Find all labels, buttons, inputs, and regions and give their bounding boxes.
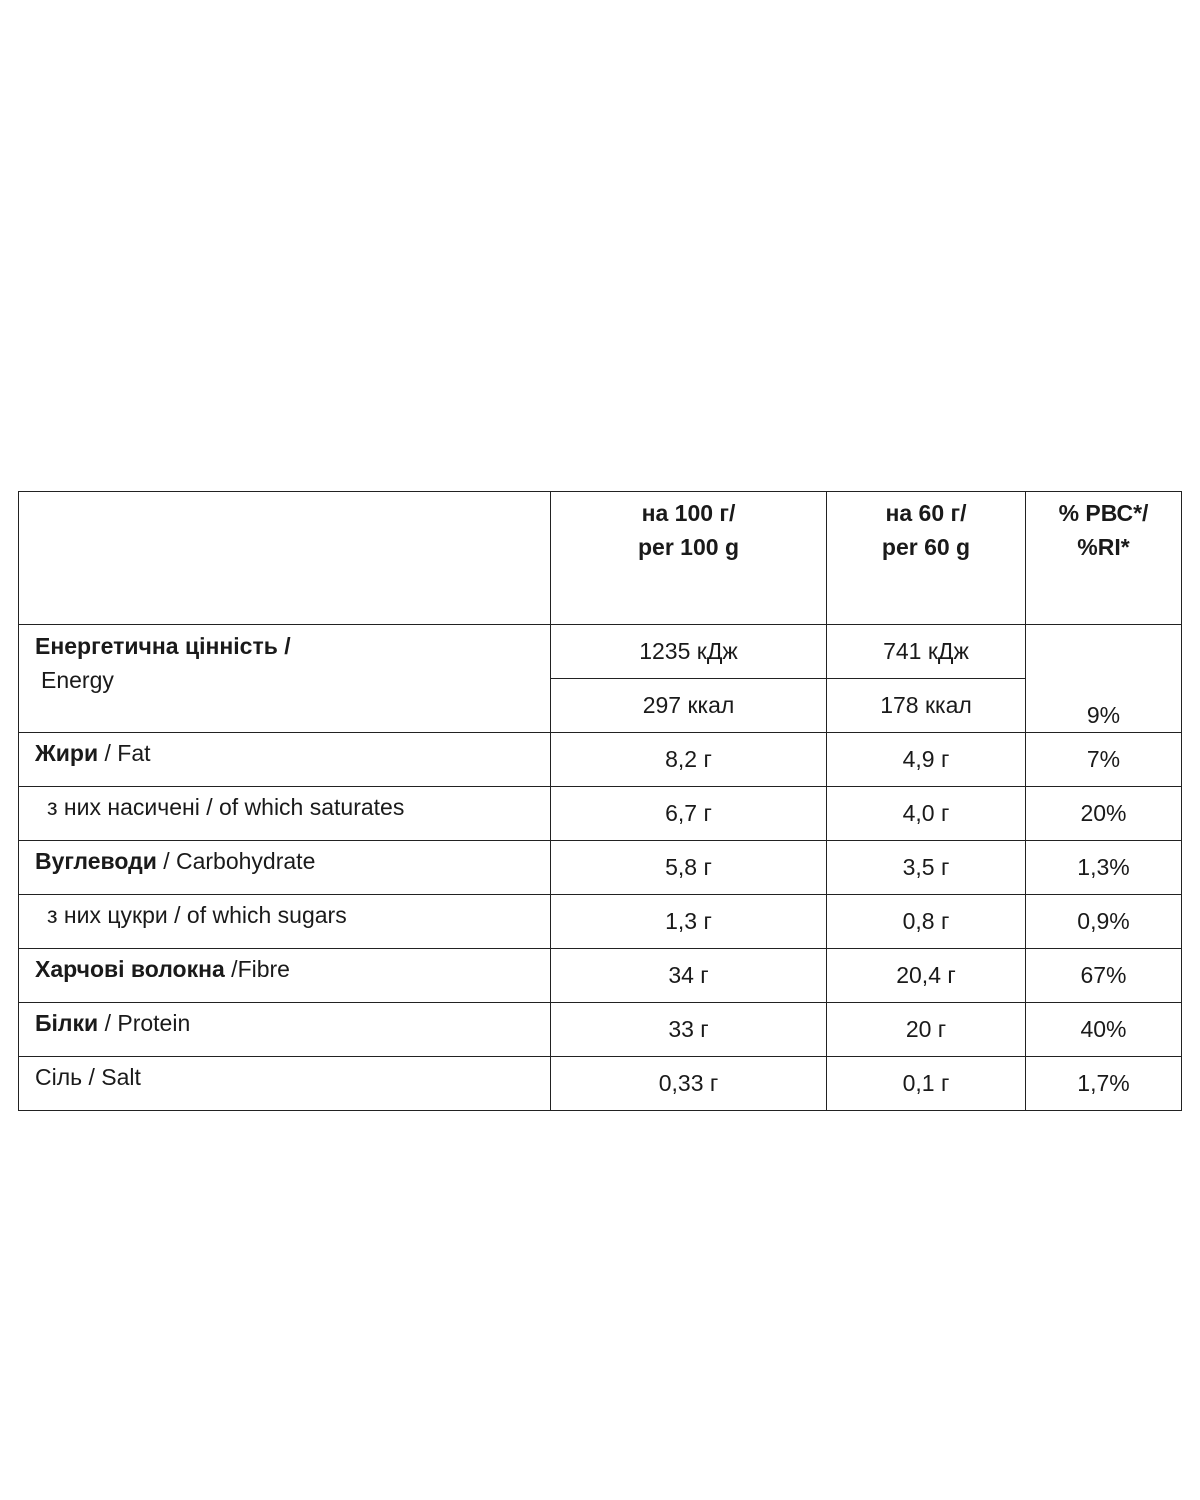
row-label-rest: /Fibre	[224, 956, 290, 982]
header-per100-line1: на 100 г/	[641, 500, 736, 526]
row-per60: 0,8 г	[827, 895, 1026, 949]
row-label-rest: з них насичені / of which saturates	[47, 794, 405, 820]
header-per100-line2: per 100 g	[638, 534, 739, 560]
row-per100: 34 г	[551, 949, 827, 1003]
row-label-rest: / Fat	[98, 740, 151, 766]
row-ri: 67%	[1026, 949, 1182, 1003]
header-per100	[551, 492, 827, 625]
row-per60: 4,0 г	[827, 787, 1026, 841]
table-row-fat	[19, 733, 1182, 787]
row-label-bold: Вуглеводи	[35, 848, 157, 874]
energy-kcal-per100: 297 ккал	[551, 679, 827, 733]
row-per100: 0,33 г	[551, 1057, 827, 1111]
table-row-carbohydrate	[19, 841, 1182, 895]
row-label	[19, 841, 551, 895]
row-label	[19, 787, 551, 841]
row-label-bold: Білки	[35, 1010, 99, 1036]
row-label-bold: Жири	[35, 740, 99, 766]
row-label-rest: Сіль / Salt	[35, 1064, 141, 1090]
header-per60-line2: per 60 g	[881, 534, 971, 560]
table-row-protein	[19, 1003, 1182, 1057]
header-per60-line1: на 60 г/	[885, 500, 967, 526]
row-per100: 8,2 г	[551, 733, 827, 787]
row-per60: 3,5 г	[827, 841, 1026, 895]
row-label-bold: Харчові волокна	[35, 956, 225, 982]
table-row-salt	[19, 1057, 1182, 1111]
table-header-row	[19, 492, 1182, 625]
row-per60: 4,9 г	[827, 733, 1026, 787]
row-per60: 0,1 г	[827, 1057, 1026, 1111]
row-label	[19, 733, 551, 787]
header-ri-line2: %RI*	[1077, 534, 1130, 560]
row-label	[19, 1057, 551, 1111]
table-row-energy-kj	[19, 625, 1182, 679]
row-ri: 40%	[1026, 1003, 1182, 1057]
row-ri: 1,3%	[1026, 841, 1182, 895]
energy-kj-per100: 1235 кДж	[551, 625, 827, 679]
header-ri-line1: % РВС*/	[1058, 500, 1149, 526]
row-label-rest: з них цукри / of which sugars	[47, 902, 347, 928]
row-label	[19, 1003, 551, 1057]
row-per60: 20,4 г	[827, 949, 1026, 1003]
header-empty-cell	[19, 492, 551, 625]
row-per100: 6,7 г	[551, 787, 827, 841]
row-label-rest: / Carbohydrate	[156, 848, 316, 874]
row-ri: 1,7%	[1026, 1057, 1182, 1111]
row-ri: 7%	[1026, 733, 1182, 787]
table-row-saturates	[19, 787, 1182, 841]
row-ri: 20%	[1026, 787, 1182, 841]
energy-label	[19, 625, 551, 733]
row-per100: 33 г	[551, 1003, 827, 1057]
row-label	[19, 895, 551, 949]
row-per100: 1,3 г	[551, 895, 827, 949]
energy-ri: 9%	[1026, 625, 1182, 733]
table-row-sugars	[19, 895, 1182, 949]
header-per60	[827, 492, 1026, 625]
row-per100: 5,8 г	[551, 841, 827, 895]
nutrition-table	[18, 491, 1182, 1111]
energy-label-ua: Енергетична цінність /	[35, 633, 291, 659]
row-ri: 0,9%	[1026, 895, 1182, 949]
header-ri	[1026, 492, 1182, 625]
row-label-rest: / Protein	[98, 1010, 191, 1036]
table-row-fibre	[19, 949, 1182, 1003]
energy-kj-per60: 741 кДж	[827, 625, 1026, 679]
energy-label-en: Energy	[41, 667, 114, 693]
row-label	[19, 949, 551, 1003]
row-per60: 20 г	[827, 1003, 1026, 1057]
energy-kcal-per60: 178 ккал	[827, 679, 1026, 733]
